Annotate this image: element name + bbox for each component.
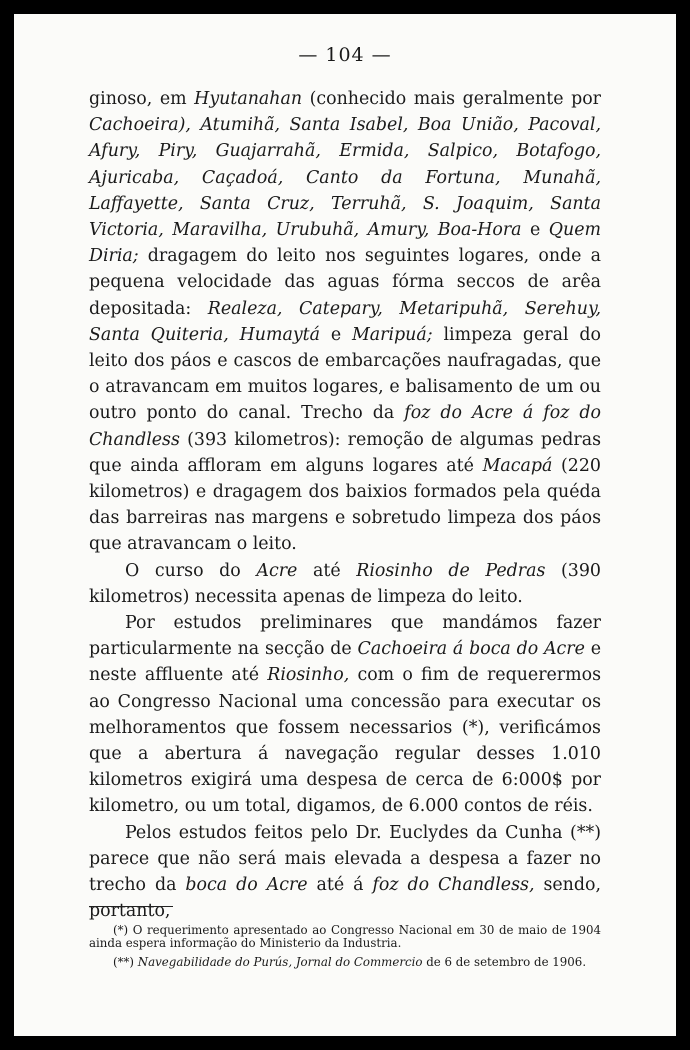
italic-run: Acre bbox=[256, 560, 298, 581]
italic-run: Riosinho de Pedras bbox=[356, 560, 546, 581]
italic-run: boca do Acre bbox=[185, 875, 308, 896]
footnotes bbox=[89, 924, 601, 975]
paragraph-4 bbox=[89, 820, 601, 925]
text-run: (220 kilometros) e dragagem dos baixios formados pela quéda das barreiras nas margens e sobretudo limpeza dos páos que atravancam o leito. bbox=[89, 455, 601, 555]
text-run: até bbox=[297, 560, 357, 581]
text-run: (conhecido mais geralmente por bbox=[302, 89, 601, 109]
text-run: dragagem do leito nos seguintes logares, onde a pequena velocidade das aguas fórma seccos de arêa depositada: bbox=[89, 246, 601, 319]
text-run: até á bbox=[307, 875, 373, 896]
text-run: O curso do bbox=[125, 560, 257, 581]
text-run: e bbox=[320, 324, 352, 345]
italic-run: Cachoeira), Atumihã, Santa Isabel, Boa União, Pacoval, Afury, Piry, Guajarrahã, Ermida, Salpico, Botafogo, Ajuricaba, Caçadoá, Canto da Fortuna, Munahã, Laffayette, Santa Cruz, Terruhã, S. Joaquim, Santa Victoria, Maravilha, Urubuhã, Amury, Boa-Hora bbox=[89, 115, 601, 241]
paragraph-1 bbox=[89, 86, 601, 558]
text-run: ginoso, em bbox=[89, 89, 195, 109]
text-run: e bbox=[521, 220, 549, 241]
italic-run: foz do Chandless, bbox=[372, 875, 535, 896]
paragraph-3 bbox=[89, 610, 601, 820]
text-run: (390 kilometros) necessita apenas de limpeza do leito. bbox=[89, 560, 601, 607]
page-number: — 104 — bbox=[298, 44, 392, 66]
footnote-2 bbox=[89, 956, 601, 969]
italic-run: Quem Diria; bbox=[89, 220, 601, 267]
italic-run: Cachoeira á boca do Acre bbox=[357, 639, 585, 660]
footnote-divider bbox=[89, 906, 173, 907]
text-run: Pelos estudos feitos pelo Dr. Euclydes da Cunha (**) parece que não será mais elevada a despesa a fazer no trecho da bbox=[89, 822, 601, 896]
italic-run: Navegabilidade do Purús, Jornal do Commercio bbox=[137, 955, 423, 969]
text-run: (393 kilometros): remoção de algumas pedras que ainda affloram em alguns logares até bbox=[89, 429, 601, 476]
footnote-1: (*) O requerimento apresentado ao Congresso Nacional em 30 de maio de 1904 ainda espera informação do Ministerio da Industria. bbox=[89, 923, 601, 950]
paragraph-2 bbox=[89, 558, 601, 610]
italic-run: Macapá bbox=[482, 455, 553, 476]
book-page bbox=[14, 14, 676, 1036]
text-run: de 6 de setembro de 1906. bbox=[422, 955, 587, 969]
italic-run: Hyutanahan bbox=[194, 89, 303, 109]
italic-run: foz do Acre á foz do Chandless bbox=[89, 403, 601, 450]
text-run: limpeza geral do leito dos páos e cascos de embarcações naufragadas, que o atravancam em muitos logares, e balisamento de um ou outro ponto do canal. Trecho da bbox=[89, 324, 601, 424]
text-run: sendo, portanto, bbox=[89, 875, 601, 922]
main-text bbox=[89, 86, 601, 925]
text-run: e neste affluente até bbox=[89, 639, 601, 686]
text-run: com o fim de requerermos ao Congresso Nacional uma concessão para executar os melhoramentos que fossem necessarios (*), verificámos que a abertura á navegação regular desses 1.010 kilometros exigirá uma despesa de cerca de 6:000$ por kilometro, ou um total, digamos, de 6.000 contos de réis. bbox=[89, 665, 602, 817]
text-run: Por estudos preliminares que mandámos fazer particularmente na secção de bbox=[89, 613, 601, 660]
italic-run: Realeza, Catepary, Metaripuhã, Serehuy, Santa Quiteria, Humaytá bbox=[89, 298, 601, 345]
italic-run: Maripuá; bbox=[352, 324, 433, 345]
italic-run: Riosinho, bbox=[267, 665, 350, 686]
text-run: (**) bbox=[113, 955, 138, 969]
